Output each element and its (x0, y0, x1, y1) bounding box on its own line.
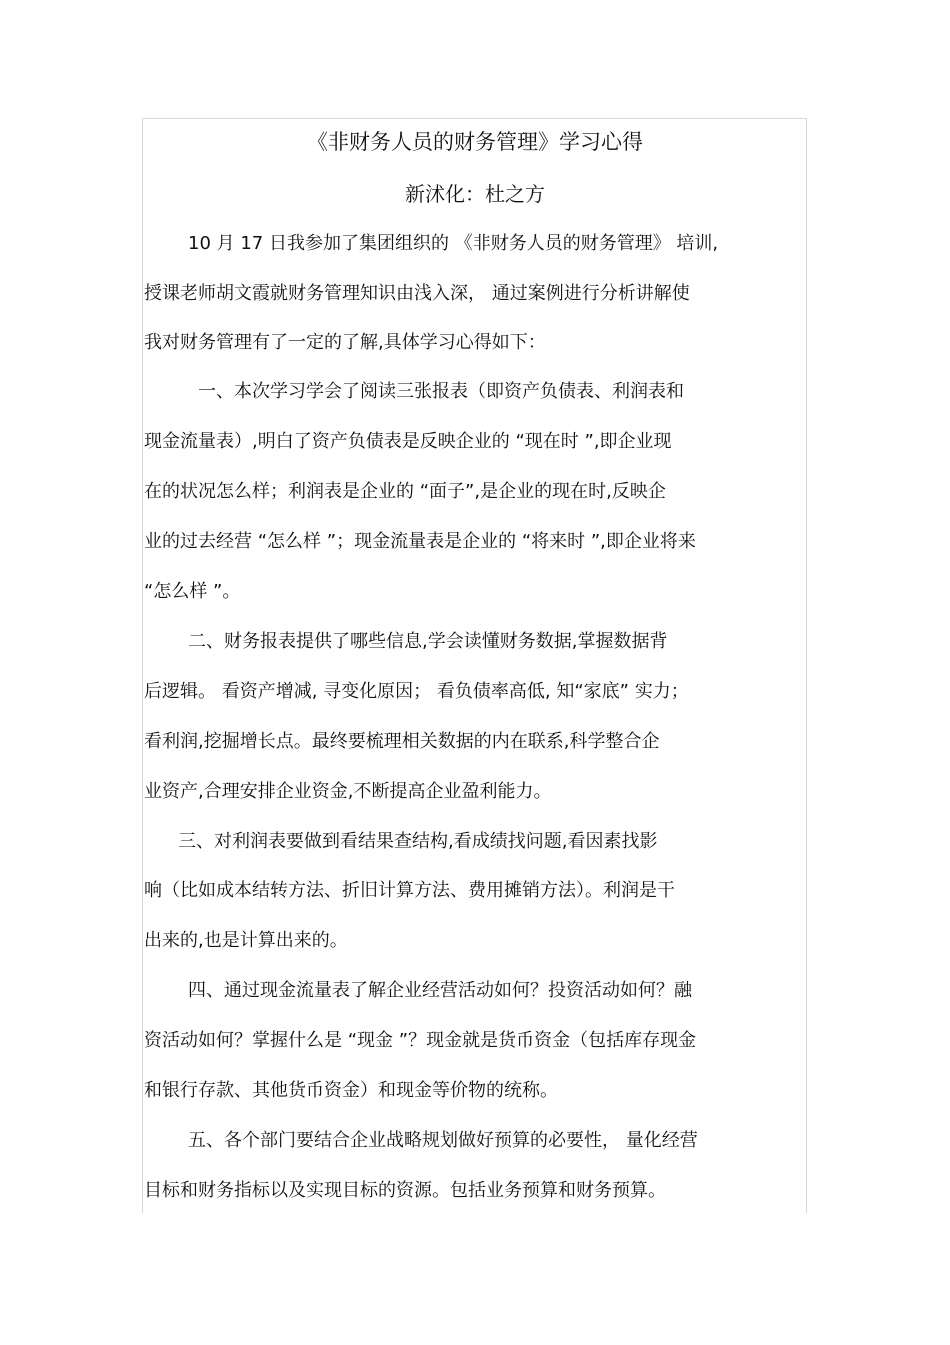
paragraph-2-line-5: “怎么样 ”。 (144, 581, 241, 602)
paragraph-2-line-1: 一、本次学习学会了阅读三张报表（即资产负债表、利润表和 (198, 381, 684, 402)
paragraph-2-line-3: 在的状况怎么样；利润表是企业的 “面子”,是企业的现在时,反映企 (144, 481, 666, 502)
paragraph-3-line-3: 看利润,挖掘增长点。最终要梳理相关数据的内在联系,科学整合企 (144, 731, 660, 752)
paragraph-4-line-3: 出来的,也是计算出来的。 (144, 930, 348, 951)
paragraph-3-line-2: 后逻辑。 看资产增减, 寻变化原因； 看负债率高低, 知“家底” 实力； (144, 681, 689, 702)
paragraph-5-line-2: 资活动如何？掌握什么是 “现金 ”？现金就是货币资金（包括库存现金 (144, 1030, 697, 1051)
paragraph-3-line-4: 业资产,合理安排企业资金,不断提高企业盈利能力。 (144, 781, 552, 802)
paragraph-2-line-4: 业的过去经营 “怎么样 ”；现金流量表是企业的 “将来时 ”,即企业将来 (144, 531, 696, 552)
paragraph-1-line-2: 授课老师胡文霞就财务管理知识由浅入深， 通过案例进行分析讲解使 (144, 283, 690, 304)
paragraph-4-line-1: 三、对利润表要做到看结果查结构,看成绩找问题,看因素找影 (178, 831, 658, 852)
paragraph-2-line-2: 现金流量表）,明白了资产负债表是反映企业的 “现在时 ”,即企业现 (144, 431, 672, 452)
paragraph-6-line-1: 五、各个部门要结合企业战略规划做好预算的必要性， 量化经营 (188, 1130, 698, 1151)
paragraph-3-line-1: 二、财务报表提供了哪些信息,学会读懂财务数据,掌握数据背 (188, 631, 668, 652)
paragraph-1-line-1: 10 月 17 日我参加了集团组织的 《非财务人员的财务管理》 培训, (188, 233, 719, 254)
paragraph-1-line-3: 我对财务管理有了一定的了解,具体学习心得如下： (144, 332, 546, 353)
paragraph-4-line-2: 响（比如成本结转方法、折旧计算方法、费用摊销方法）。利润是干 (144, 880, 675, 901)
paragraph-5-line-1: 四、通过现金流量表了解企业经营活动如何？投资活动如何？融 (188, 980, 692, 1001)
paragraph-6-line-2: 目标和财务指标以及实现目标的资源。包括业务预算和财务预算。 (144, 1180, 666, 1201)
document-title: 《非财务人员的财务管理》学习心得 (307, 130, 643, 154)
document-author: 新沭化：杜之方 (405, 182, 545, 206)
paragraph-5-line-3: 和银行存款、其他货币资金）和现金等价物的统称。 (144, 1080, 558, 1101)
